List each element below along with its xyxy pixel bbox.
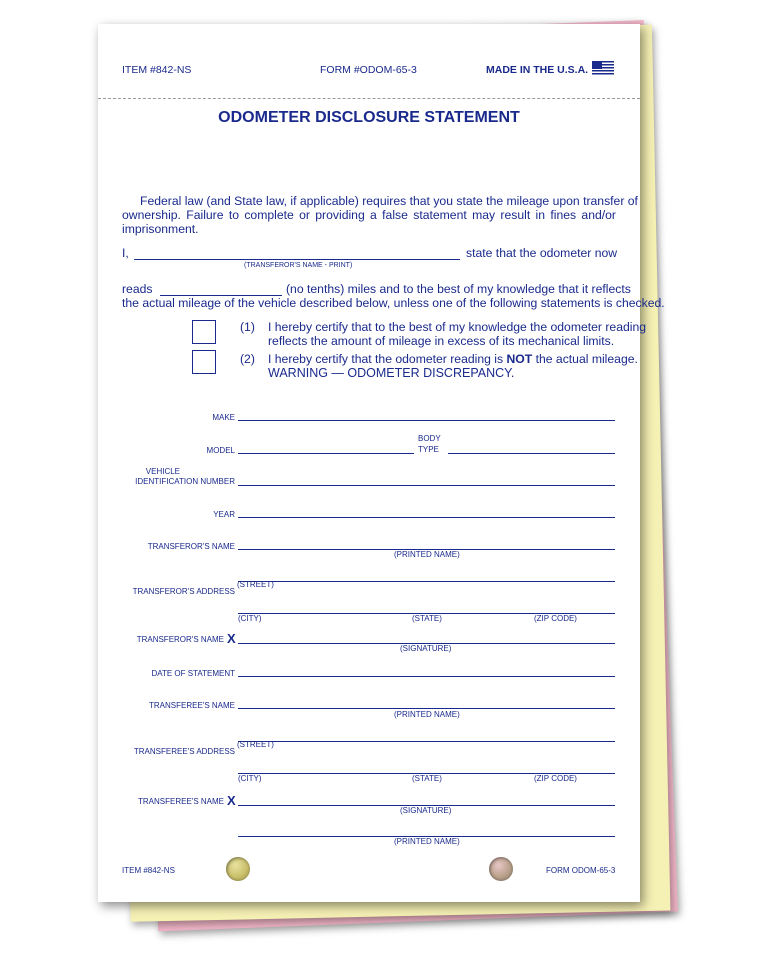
intro-line-1: Federal law (and State law, if applicable) requires that you state the mileage upon transfer of [140, 194, 638, 208]
footer-item-number: ITEM #842-NS [122, 866, 175, 875]
punch-hole-left [226, 857, 250, 881]
option-2-line-1: I hereby certify that the odometer reading is NOT the actual mileage. [268, 352, 638, 366]
make-label: MAKE [212, 413, 235, 422]
perforation-line [98, 98, 640, 99]
option-1-line-2: reflects the amount of mileage in excess of its mechanical limits. [268, 334, 615, 348]
transferor-x-mark: X [227, 631, 236, 646]
statement-i-suffix: state that the odometer now [466, 246, 618, 260]
transferor-name-label: TRANSFEROR'S NAME [147, 542, 235, 551]
header-form-number: FORM #ODOM-65-3 [320, 64, 417, 76]
footer-form-number: FORM ODOM-65-3 [546, 866, 616, 875]
make-field[interactable] [238, 420, 615, 421]
vin-field[interactable] [238, 485, 615, 486]
transferee-street-caption: (STREET) [237, 740, 274, 749]
transferee-signature-caption: (SIGNATURE) [400, 806, 452, 815]
transferor-street-caption: (STREET) [237, 580, 274, 589]
vin-label-1: VEHICLE [145, 467, 180, 476]
transferee-name-label: TRANSFEREE'S NAME [149, 701, 235, 710]
body-type-label-1: BODY [418, 434, 441, 443]
statement-i-prefix: I, [122, 246, 129, 260]
transferee-address-label: TRANSFEREE'S ADDRESS [133, 747, 235, 756]
statement-reads-suffix: (no tenths) miles and to the best of my knowledge that it reflects [286, 282, 631, 296]
intro-line-3: imprisonment. [122, 222, 199, 236]
body-type-field[interactable] [448, 453, 615, 454]
option-1-number: (1) [240, 320, 255, 334]
transferee-printed-name-caption: (PRINTED NAME) [394, 710, 460, 719]
transferor-street-field[interactable] [238, 581, 615, 582]
date-of-statement-field[interactable] [238, 676, 615, 677]
statement-line-3: the actual mileage of the vehicle described below, unless one of the following statements is checked. [122, 296, 665, 310]
transferor-printed-name-caption: (PRINTED NAME) [394, 550, 460, 559]
form-sheet [98, 24, 665, 902]
transferor-signature-label: TRANSFEROR'S NAME [136, 635, 224, 644]
date-of-statement-label: DATE OF STATEMENT [151, 669, 235, 678]
vin-label-2: IDENTIFICATION NUMBER [135, 477, 235, 486]
option-2-warning: WARNING — ODOMETER DISCREPANCY. [268, 366, 515, 380]
certify-mechanical-limits-checkbox[interactable] [192, 320, 216, 344]
form-title: ODOMETER DISCLOSURE STATEMENT [218, 109, 520, 126]
transferee-city-caption: (CITY) [238, 774, 262, 783]
transferor-signature-caption: (SIGNATURE) [400, 644, 452, 653]
transferor-state-caption: (STATE) [412, 614, 442, 623]
model-field[interactable] [238, 453, 414, 454]
transferor-address-label: TRANSFEROR'S ADDRESS [132, 587, 235, 596]
statement-reads-prefix: reads [122, 282, 153, 296]
transferor-name-print-field[interactable] [134, 259, 460, 260]
transferee-name-field[interactable] [238, 708, 615, 709]
certify-not-actual-mileage-checkbox[interactable] [192, 350, 216, 374]
transferee-street-field[interactable] [238, 741, 615, 742]
transferor-city-caption: (CITY) [238, 614, 262, 623]
model-label: MODEL [206, 446, 235, 455]
transferee-state-caption: (STATE) [412, 774, 442, 783]
year-field[interactable] [238, 517, 615, 518]
body-type-label-2: TYPE [418, 445, 439, 454]
option-2-number: (2) [240, 352, 255, 366]
transferee-x-mark: X [227, 793, 236, 808]
intro-line-2: ownership. Failure to complete or providing a false statement may result in fines and/or [122, 208, 616, 222]
option-1-line-1: I hereby certify that to the best of my knowledge the odometer reading [268, 320, 647, 334]
transferee-printed-name-caption-2: (PRINTED NAME) [394, 837, 460, 846]
year-label: YEAR [213, 510, 235, 519]
transferor-zip-caption: (ZIP CODE) [534, 614, 577, 623]
transferee-signature-label: TRANSFEREE'S NAME [138, 797, 224, 806]
punch-hole-right [489, 857, 513, 881]
transferee-zip-caption: (ZIP CODE) [534, 774, 577, 783]
transferor-name-caption: (TRANSFEROR'S NAME - PRINT) [244, 262, 353, 269]
us-flag-icon [592, 61, 614, 76]
made-in-usa-label: MADE IN THE U.S.A. [486, 64, 589, 76]
header-item-number: ITEM #842-NS [122, 64, 192, 76]
